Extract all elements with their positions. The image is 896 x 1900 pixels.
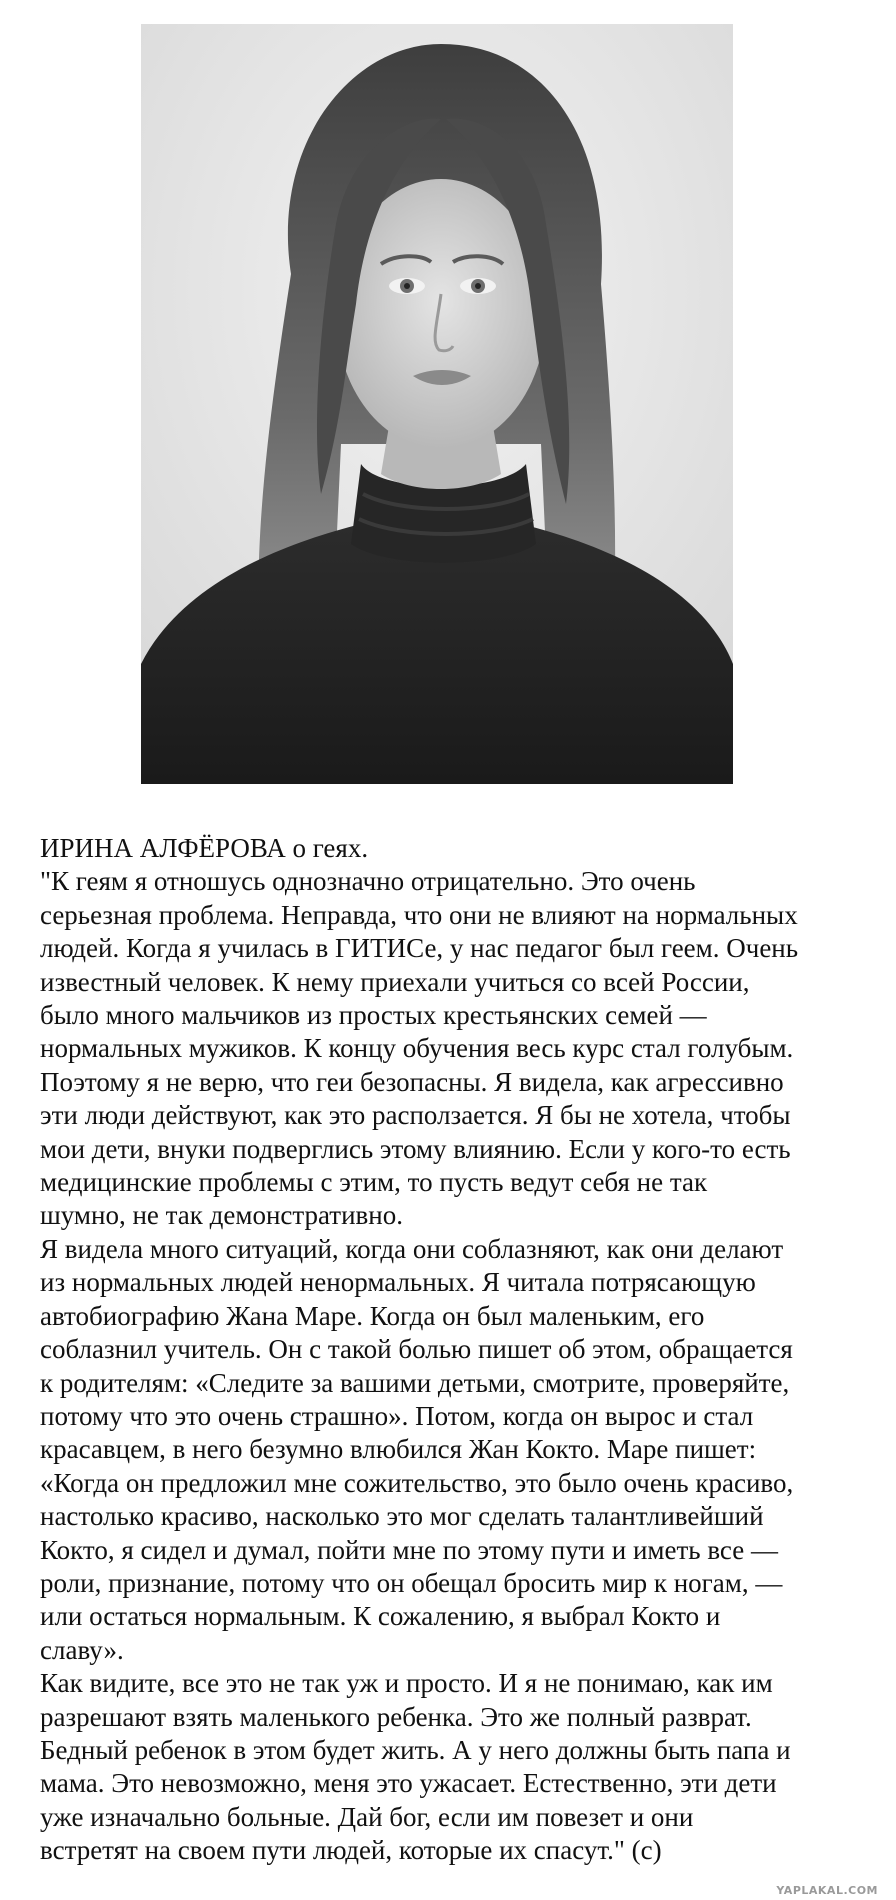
paragraph-line: серьезная проблема. Неправда, что они не влияют на нормальных: [40, 899, 798, 930]
portrait-photo: [141, 24, 733, 784]
article-paragraph: [40, 865, 872, 1232]
article-paragraph: [40, 1233, 872, 1667]
paragraph-line: разрешают взять маленького ребенка. Это же полный разврат.: [40, 1701, 752, 1732]
paragraph-line: Кокто, я сидел и думал, пойти мне по этому пути и иметь все —: [40, 1534, 778, 1565]
paragraph-line: красавцем, в него безумно влюбился Жан Кокто. Маре пишет:: [40, 1434, 757, 1465]
paragraph-line: «Когда он предложил мне сожительство, это было очень красиво,: [40, 1467, 794, 1498]
paragraph-line: Бедный ребенок в этом будет жить. А у него должны быть папа и: [40, 1734, 791, 1765]
paragraph-line: соблазнил учитель. Он с такой болью пишет об этом, обращается: [40, 1334, 793, 1365]
article-paragraph: [40, 1667, 872, 1867]
paragraph-line: настолько красиво, насколько это мог сделать талантливейший: [40, 1501, 764, 1532]
article-body: [40, 865, 872, 1867]
paragraph-line: Я видела много ситуаций, когда они соблазняют, как они делают: [40, 1233, 784, 1264]
paragraph-line: медицинские проблемы с этим, то пусть ведут себя не так: [40, 1167, 708, 1198]
paragraph-line: славу».: [40, 1634, 124, 1665]
headline-name: ИРИНА АЛФЁРОВА: [40, 833, 286, 863]
paragraph-line: потому что это очень страшно». Потом, когда он вырос и стал: [40, 1400, 754, 1431]
paragraph-line: из нормальных людей ненормальных. Я читала потрясающую: [40, 1267, 756, 1298]
paragraph-line: шумно, не так демонстративно.: [40, 1200, 403, 1231]
paragraph-line: было много мальчиков из простых крестьянских семей —: [40, 1000, 707, 1031]
article-headline: [40, 832, 872, 865]
paragraph-line: Поэтому я не верю, что геи безопасны. Я видела, как агрессивно: [40, 1066, 784, 1097]
paragraph-line: к родителям: «Следите за вашими детьми, смотрите, проверяйте,: [40, 1367, 790, 1398]
paragraph-line: мама. Это невозможно, меня это ужасает. Естественно, эти дети: [40, 1768, 777, 1799]
article: [40, 832, 872, 1868]
paragraph-line: известный человек. К нему приехали учиться со всей России,: [40, 966, 750, 997]
watermark: YAPLAKAL.COM: [776, 1884, 878, 1897]
paragraph-line: автобиографию Жана Маре. Когда он был маленьким, его: [40, 1300, 705, 1331]
paragraph-line: роли, признание, потому что он обещал бросить мир к ногам, —: [40, 1567, 783, 1598]
paragraph-line: встретят на своем пути людей, которые их спасут." (c): [40, 1835, 662, 1866]
paragraph-line: мои дети, внуки подверглись этому влиянию. Если у кого-то есть: [40, 1133, 791, 1164]
portrait-illustration: [141, 24, 733, 784]
paragraph-line: людей. Когда я училась в ГИТИСе, у нас педагог был геем. Очень: [40, 933, 799, 964]
paragraph-line: эти люди действуют, как это расползается. Я бы не хотела, чтобы: [40, 1100, 791, 1131]
paragraph-line: Как видите, все это не так уж и просто. И я не понимаю, как им: [40, 1668, 773, 1699]
paragraph-line: нормальных мужиков. К концу обучения весь курс стал голубым.: [40, 1033, 794, 1064]
paragraph-line: "К геям я отношусь однозначно отрицательно. Это очень: [40, 866, 696, 897]
paragraph-line: уже изначально больные. Дай бог, если им повезет и они: [40, 1801, 694, 1832]
headline-suffix: о геях.: [285, 833, 369, 863]
paragraph-line: или остаться нормальным. К сожалению, я выбрал Кокто и: [40, 1601, 721, 1632]
